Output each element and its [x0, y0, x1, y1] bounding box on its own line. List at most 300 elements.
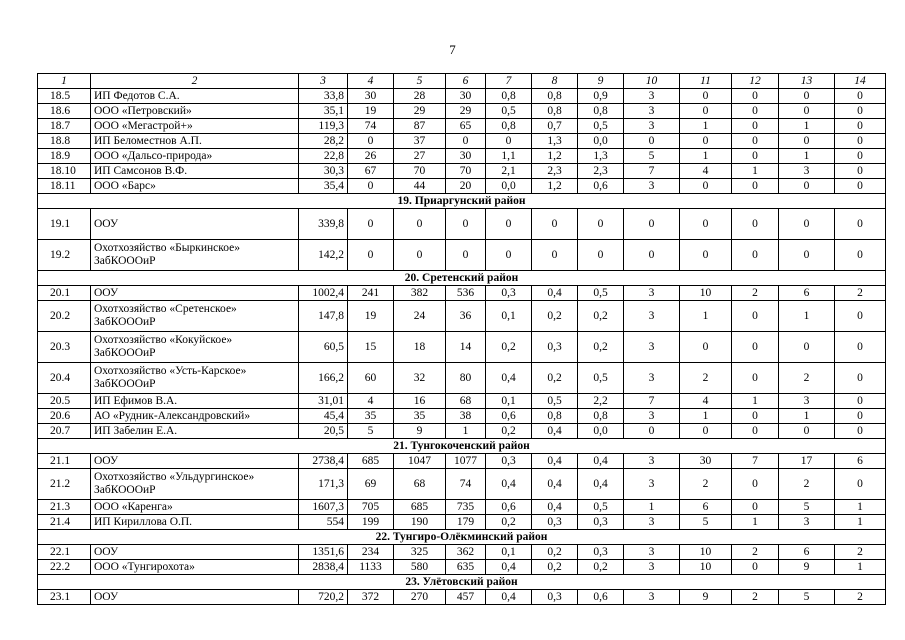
table-row [38, 134, 886, 149]
value-cell: 1,3 [578, 149, 624, 164]
value-cell: 0 [779, 134, 835, 149]
value-cell: 0 [624, 209, 680, 240]
value-cell: 580 [394, 560, 446, 575]
value-cell: 0 [732, 363, 779, 394]
value-cell: 0,4 [532, 454, 578, 469]
value-cell: 0 [732, 179, 779, 194]
value-cell: 0 [835, 164, 886, 179]
area-cell: 147,8 [299, 301, 348, 332]
value-cell: 457 [446, 590, 486, 605]
value-cell: 35 [348, 409, 394, 424]
value-cell: 67 [348, 164, 394, 179]
value-cell: 1 [835, 500, 886, 515]
organization-cell: ООУ [91, 209, 299, 240]
value-cell: 0 [835, 332, 886, 363]
area-cell: 45,4 [299, 409, 348, 424]
value-cell: 3 [624, 286, 680, 301]
column-header: 11 [680, 74, 732, 89]
value-cell: 0 [835, 209, 886, 240]
value-cell: 241 [348, 286, 394, 301]
value-cell: 2 [732, 286, 779, 301]
value-cell: 28 [394, 89, 446, 104]
section-title: 19. Приаргунский район [38, 194, 886, 209]
table-row [38, 409, 886, 424]
value-cell: 19 [348, 301, 394, 332]
value-cell: 3 [624, 454, 680, 469]
value-cell: 0,4 [486, 560, 532, 575]
value-cell: 0 [486, 240, 532, 271]
section-header-row [38, 439, 886, 454]
column-header: 10 [624, 74, 680, 89]
value-cell: 0 [779, 179, 835, 194]
value-cell: 5 [348, 424, 394, 439]
organization-cell: ООО «Тунгирохота» [91, 560, 299, 575]
organization-cell: ООО «Петровский» [91, 104, 299, 119]
value-cell: 3 [624, 301, 680, 332]
table-row [38, 286, 886, 301]
value-cell: 0 [835, 149, 886, 164]
table-row [38, 164, 886, 179]
value-cell: 1 [835, 560, 886, 575]
area-cell: 28,2 [299, 134, 348, 149]
value-cell: 0,4 [486, 469, 532, 500]
table-row [38, 179, 886, 194]
section-title: 23. Улётовский район [38, 575, 886, 590]
table-row [38, 500, 886, 515]
area-cell: 1351,6 [299, 545, 348, 560]
data-table [37, 73, 886, 605]
value-cell: 0,4 [532, 469, 578, 500]
value-cell: 0,2 [578, 560, 624, 575]
table-row [38, 590, 886, 605]
value-cell: 0,4 [578, 469, 624, 500]
value-cell: 3 [624, 515, 680, 530]
value-cell: 70 [446, 164, 486, 179]
value-cell: 0 [732, 134, 779, 149]
value-cell: 68 [446, 394, 486, 409]
organization-cell: ИП Беломестнов А.П. [91, 134, 299, 149]
value-cell: 635 [446, 560, 486, 575]
value-cell: 2,1 [486, 164, 532, 179]
value-cell: 0 [680, 332, 732, 363]
value-cell: 2 [835, 286, 886, 301]
value-cell: 0,2 [486, 424, 532, 439]
value-cell: 5 [680, 515, 732, 530]
value-cell: 0,4 [486, 363, 532, 394]
row-number-cell: 19.1 [38, 209, 91, 240]
value-cell: 80 [446, 363, 486, 394]
value-cell: 0,4 [532, 424, 578, 439]
column-header: 8 [532, 74, 578, 89]
value-cell: 17 [779, 454, 835, 469]
column-header: 12 [732, 74, 779, 89]
row-number-cell: 20.1 [38, 286, 91, 301]
value-cell: 0,5 [532, 394, 578, 409]
value-cell: 0,3 [532, 590, 578, 605]
value-cell: 7 [624, 394, 680, 409]
value-cell: 0 [532, 209, 578, 240]
organization-cell: ООУ [91, 286, 299, 301]
value-cell: 14 [446, 332, 486, 363]
area-cell: 22,8 [299, 149, 348, 164]
organization-cell: Охотхозяйство «Кокуйское» ЗабКОООиР [91, 332, 299, 363]
value-cell: 2 [732, 590, 779, 605]
value-cell: 30 [348, 89, 394, 104]
value-cell: 1 [732, 164, 779, 179]
table-row [38, 104, 886, 119]
value-cell: 0 [732, 409, 779, 424]
value-cell: 234 [348, 545, 394, 560]
value-cell: 0,3 [486, 286, 532, 301]
value-cell: 179 [446, 515, 486, 530]
table-row [38, 301, 886, 332]
value-cell: 1 [680, 301, 732, 332]
value-cell: 0 [732, 560, 779, 575]
value-cell: 0,4 [532, 286, 578, 301]
value-cell: 0 [732, 424, 779, 439]
value-cell: 0,1 [486, 394, 532, 409]
table-row [38, 332, 886, 363]
value-cell: 6 [779, 545, 835, 560]
value-cell: 0 [624, 134, 680, 149]
organization-cell: ИП Кириллова О.П. [91, 515, 299, 530]
value-cell: 10 [680, 560, 732, 575]
value-cell: 0,4 [578, 454, 624, 469]
value-cell: 3 [624, 409, 680, 424]
value-cell: 10 [680, 545, 732, 560]
value-cell: 0 [835, 179, 886, 194]
area-cell: 30,3 [299, 164, 348, 179]
value-cell: 0 [732, 500, 779, 515]
organization-cell: Охотхозяйство «Сретенское» ЗабКОООиР [91, 301, 299, 332]
value-cell: 3 [624, 560, 680, 575]
value-cell: 3 [624, 89, 680, 104]
value-cell: 2 [779, 363, 835, 394]
value-cell: 0,1 [486, 545, 532, 560]
column-header: 5 [394, 74, 446, 89]
value-cell: 9 [394, 424, 446, 439]
value-cell: 68 [394, 469, 446, 500]
value-cell: 0 [680, 209, 732, 240]
value-cell: 0,2 [532, 363, 578, 394]
column-header: 9 [578, 74, 624, 89]
value-cell: 7 [624, 164, 680, 179]
value-cell: 0,0 [578, 134, 624, 149]
value-cell: 0 [779, 209, 835, 240]
value-cell: 0,0 [486, 179, 532, 194]
value-cell: 3 [624, 104, 680, 119]
value-cell: 26 [348, 149, 394, 164]
row-number-cell: 21.3 [38, 500, 91, 515]
row-number-cell: 20.6 [38, 409, 91, 424]
value-cell: 0 [532, 240, 578, 271]
value-cell: 3 [624, 332, 680, 363]
table-row [38, 363, 886, 394]
value-cell: 3 [779, 515, 835, 530]
value-cell: 1 [835, 515, 886, 530]
row-number-cell: 19.2 [38, 240, 91, 271]
organization-cell: ООО «Мегастрой+» [91, 119, 299, 134]
table-row [38, 454, 886, 469]
column-header: 7 [486, 74, 532, 89]
value-cell: 270 [394, 590, 446, 605]
value-cell: 0 [446, 209, 486, 240]
area-cell: 60,5 [299, 332, 348, 363]
value-cell: 0 [348, 240, 394, 271]
value-cell: 0,8 [532, 89, 578, 104]
value-cell: 0 [835, 89, 886, 104]
organization-cell: Охотхозяйство «Быркинское» ЗабКОООиР [91, 240, 299, 271]
value-cell: 0,3 [532, 515, 578, 530]
value-cell: 1 [446, 424, 486, 439]
value-cell: 0,2 [486, 332, 532, 363]
value-cell: 0 [835, 394, 886, 409]
value-cell: 16 [394, 394, 446, 409]
row-number-cell: 22.2 [38, 560, 91, 575]
value-cell: 0,5 [578, 119, 624, 134]
value-cell: 0 [486, 209, 532, 240]
value-cell: 0,6 [486, 409, 532, 424]
value-cell: 0 [779, 89, 835, 104]
value-cell: 0 [732, 119, 779, 134]
value-cell: 0 [578, 240, 624, 271]
value-cell: 0 [732, 301, 779, 332]
table-row [38, 515, 886, 530]
value-cell: 0 [732, 89, 779, 104]
value-cell: 2,3 [578, 164, 624, 179]
value-cell: 0 [779, 332, 835, 363]
area-cell: 35,4 [299, 179, 348, 194]
section-header-row [38, 530, 886, 545]
value-cell: 0,5 [578, 286, 624, 301]
value-cell: 4 [680, 164, 732, 179]
value-cell: 9 [779, 560, 835, 575]
value-cell: 0,8 [486, 119, 532, 134]
value-cell: 0,8 [532, 104, 578, 119]
organization-cell: Охотхозяйство «Ульдургинское» ЗабКОООиР [91, 469, 299, 500]
value-cell: 18 [394, 332, 446, 363]
value-cell: 4 [348, 394, 394, 409]
row-number-cell: 22.1 [38, 545, 91, 560]
area-cell: 33,8 [299, 89, 348, 104]
row-number-cell: 21.4 [38, 515, 91, 530]
value-cell: 1 [732, 394, 779, 409]
value-cell: 2 [835, 545, 886, 560]
value-cell: 7 [732, 454, 779, 469]
value-cell: 0 [732, 469, 779, 500]
value-cell: 0,3 [578, 545, 624, 560]
value-cell: 38 [446, 409, 486, 424]
row-number-cell: 21.1 [38, 454, 91, 469]
value-cell: 29 [394, 104, 446, 119]
value-cell: 0 [680, 104, 732, 119]
value-cell: 0,1 [486, 301, 532, 332]
value-cell: 382 [394, 286, 446, 301]
value-cell: 0 [680, 134, 732, 149]
value-cell: 74 [446, 469, 486, 500]
row-number-cell: 20.4 [38, 363, 91, 394]
row-number-cell: 20.7 [38, 424, 91, 439]
value-cell: 0,6 [486, 500, 532, 515]
value-cell: 6 [680, 500, 732, 515]
value-cell: 0 [394, 240, 446, 271]
column-header: 13 [779, 74, 835, 89]
row-number-cell: 18.10 [38, 164, 91, 179]
section-header-row [38, 194, 886, 209]
value-cell: 27 [394, 149, 446, 164]
value-cell: 0,2 [486, 515, 532, 530]
area-cell: 142,2 [299, 240, 348, 271]
value-cell: 2 [680, 469, 732, 500]
value-cell: 1,3 [532, 134, 578, 149]
value-cell: 32 [394, 363, 446, 394]
value-cell: 1,1 [486, 149, 532, 164]
value-cell: 0 [732, 240, 779, 271]
table-row [38, 89, 886, 104]
value-cell: 0 [732, 209, 779, 240]
organization-cell: ООО «Барс» [91, 179, 299, 194]
value-cell: 0,5 [486, 104, 532, 119]
area-cell: 20,5 [299, 424, 348, 439]
value-cell: 0 [835, 469, 886, 500]
row-number-cell: 20.3 [38, 332, 91, 363]
value-cell: 3 [624, 119, 680, 134]
value-cell: 705 [348, 500, 394, 515]
value-cell: 0 [779, 240, 835, 271]
value-cell: 0 [835, 240, 886, 271]
section-header-row [38, 575, 886, 590]
value-cell: 1 [779, 301, 835, 332]
value-cell: 0,8 [486, 89, 532, 104]
value-cell: 0,6 [578, 590, 624, 605]
row-number-cell: 18.7 [38, 119, 91, 134]
value-cell: 1 [680, 409, 732, 424]
value-cell: 0 [835, 119, 886, 134]
value-cell: 19 [348, 104, 394, 119]
row-number-cell: 23.1 [38, 590, 91, 605]
header-row [38, 74, 886, 89]
value-cell: 2 [835, 590, 886, 605]
value-cell: 5 [779, 590, 835, 605]
value-cell: 2,2 [578, 394, 624, 409]
value-cell: 0,5 [578, 500, 624, 515]
value-cell: 1 [624, 500, 680, 515]
value-cell: 87 [394, 119, 446, 134]
row-number-cell: 18.5 [38, 89, 91, 104]
value-cell: 0 [732, 332, 779, 363]
value-cell: 0,3 [486, 454, 532, 469]
value-cell: 9 [680, 590, 732, 605]
table-row [38, 149, 886, 164]
value-cell: 3 [624, 469, 680, 500]
value-cell: 2 [779, 469, 835, 500]
value-cell: 35 [394, 409, 446, 424]
organization-cell: Охотхозяйство «Усть-Карское» ЗабКОООиР [91, 363, 299, 394]
value-cell: 3 [624, 545, 680, 560]
value-cell: 0,6 [578, 179, 624, 194]
value-cell: 69 [348, 469, 394, 500]
row-number-cell: 18.9 [38, 149, 91, 164]
value-cell: 5 [624, 149, 680, 164]
value-cell: 2,3 [532, 164, 578, 179]
value-cell: 37 [394, 134, 446, 149]
table-body [38, 89, 886, 605]
value-cell: 1 [779, 409, 835, 424]
value-cell: 0,8 [578, 409, 624, 424]
row-number-cell: 20.5 [38, 394, 91, 409]
value-cell: 536 [446, 286, 486, 301]
organization-cell: ИП Самсонов В.Ф. [91, 164, 299, 179]
area-cell: 554 [299, 515, 348, 530]
value-cell: 685 [394, 500, 446, 515]
area-cell: 339,8 [299, 209, 348, 240]
value-cell: 735 [446, 500, 486, 515]
table-row [38, 119, 886, 134]
value-cell: 199 [348, 515, 394, 530]
section-title: 20. Сретенский район [38, 271, 886, 286]
value-cell: 0 [578, 209, 624, 240]
section-title: 21. Тунгокоченский район [38, 439, 886, 454]
value-cell: 1 [779, 119, 835, 134]
value-cell: 3 [779, 164, 835, 179]
section-header-row [38, 271, 886, 286]
column-header: 1 [38, 74, 91, 89]
value-cell: 0 [779, 424, 835, 439]
table-row [38, 560, 886, 575]
organization-cell: ИП Забелин Е.А. [91, 424, 299, 439]
table-row [38, 469, 886, 500]
value-cell: 0 [680, 179, 732, 194]
organization-cell: ООО «Каренга» [91, 500, 299, 515]
value-cell: 10 [680, 286, 732, 301]
value-cell: 0 [732, 104, 779, 119]
table-row [38, 209, 886, 240]
value-cell: 0,0 [578, 424, 624, 439]
table-row [38, 545, 886, 560]
value-cell: 30 [680, 454, 732, 469]
area-cell: 2738,4 [299, 454, 348, 469]
value-cell: 325 [394, 545, 446, 560]
organization-cell: ООУ [91, 590, 299, 605]
value-cell: 0 [446, 134, 486, 149]
value-cell: 24 [394, 301, 446, 332]
value-cell: 30 [446, 89, 486, 104]
value-cell: 2 [680, 363, 732, 394]
value-cell: 5 [779, 500, 835, 515]
value-cell: 30 [446, 149, 486, 164]
value-cell: 0,3 [578, 515, 624, 530]
value-cell: 60 [348, 363, 394, 394]
value-cell: 0 [624, 240, 680, 271]
value-cell: 6 [835, 454, 886, 469]
value-cell: 0,9 [578, 89, 624, 104]
column-header: 14 [835, 74, 886, 89]
table-row [38, 424, 886, 439]
value-cell: 3 [624, 363, 680, 394]
value-cell: 0,2 [578, 332, 624, 363]
organization-cell: ИП Федотов С.А. [91, 89, 299, 104]
organization-cell: ООО «Дальсо-природа» [91, 149, 299, 164]
value-cell: 0,7 [532, 119, 578, 134]
table-row [38, 240, 886, 271]
value-cell: 190 [394, 515, 446, 530]
value-cell: 0 [624, 424, 680, 439]
value-cell: 0,3 [532, 332, 578, 363]
value-cell: 0 [732, 149, 779, 164]
value-cell: 44 [394, 179, 446, 194]
value-cell: 29 [446, 104, 486, 119]
value-cell: 0 [779, 104, 835, 119]
